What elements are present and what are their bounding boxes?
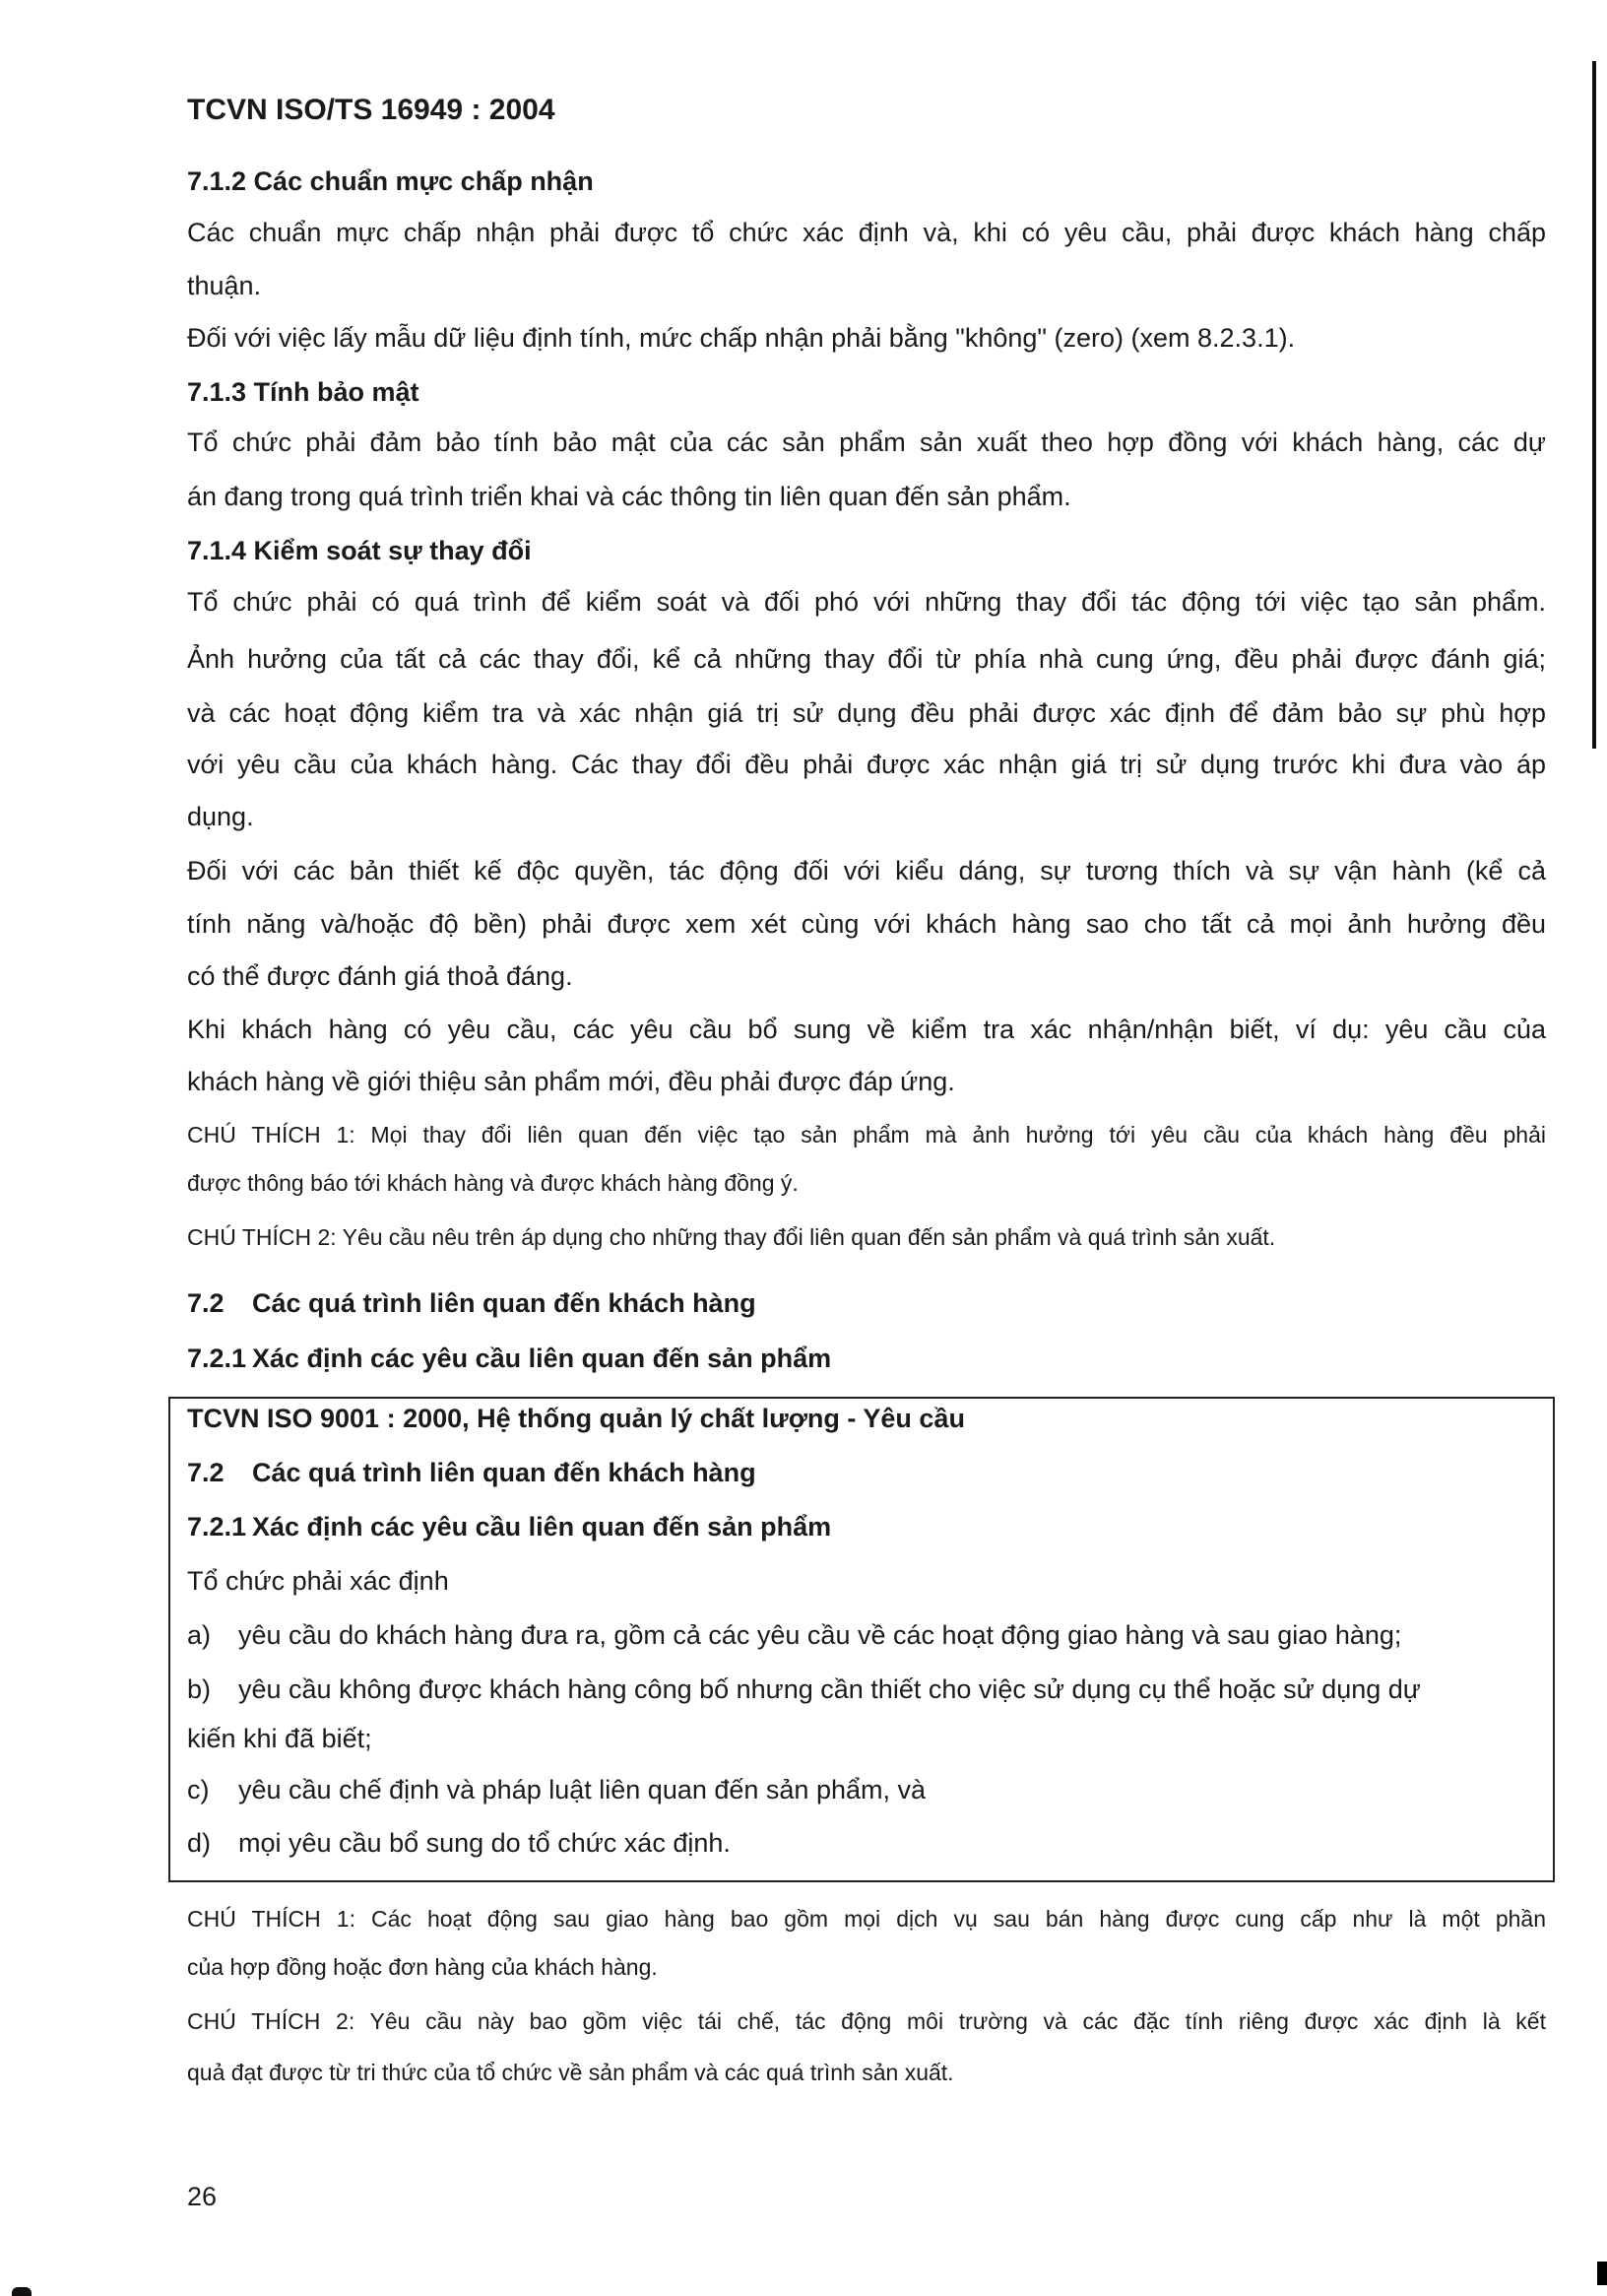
box-reference: TCVN ISO 9001 : 2000, Hệ thống quản lý chất lượng - Yêu cầu — [187, 1404, 965, 1433]
list-item — [187, 1673, 1421, 1706]
list-label: a) — [187, 1620, 212, 1650]
paragraph-line: Ảnh hưởng của tất cả các thay đổi, kể cả những thay đổi từ phía nhà cung ứng, đều phải được đánh giá; — [187, 644, 1546, 674]
scan-margin-line — [1592, 61, 1596, 749]
box-heading-7-2 — [187, 1456, 756, 1489]
section-title: Các quá trình liên quan đến khách hàng — [252, 1458, 756, 1487]
section-number: 7.2.1 — [187, 1512, 247, 1542]
note-line: được thông báo tới khách hàng và được khách hàng đồng ý. — [187, 1170, 799, 1196]
section-number: 7.2 — [187, 1458, 225, 1487]
paragraph-line: và các hoạt động kiểm tra và xác nhận giá trị sử dụng đều phải được xác định để đảm bảo sự phù hợp — [187, 698, 1546, 728]
paragraph-line: dụng. — [187, 802, 254, 831]
page-number: 26 — [187, 2182, 218, 2211]
list-label: d) — [187, 1828, 212, 1858]
note-line: CHÚ THÍCH 2: Yêu cầu này bao gồm việc tái chế, tác động môi trường và các đặc tính riêng được xác định là kết — [187, 2008, 1546, 2034]
paragraph-line: Tổ chức phải có quá trình để kiểm soát và đối phó với những thay đổi tác động tới việc tạo sản phẩm. — [187, 587, 1546, 617]
paragraph-line: Đối với việc lấy mẫu dữ liệu định tính, mức chấp nhận phải bằng "không" (zero) (xem 8.2.3.1). — [187, 323, 1296, 353]
section-heading-7-1-4: 7.1.4 Kiểm soát sự thay đổi — [187, 536, 532, 565]
list-item — [187, 1826, 731, 1860]
section-title: Xác định các yêu cầu liên quan đến sản phẩm — [252, 1344, 832, 1373]
section-heading-7-2 — [187, 1286, 756, 1320]
section-heading-7-2-1 — [187, 1342, 831, 1375]
scan-corner-mark — [12, 2287, 32, 2296]
list-text: mọi yêu cầu bổ sung do tổ chức xác định. — [238, 1828, 731, 1858]
note-line: quả đạt được từ tri thức của tổ chức về sản phẩm và các quá trình sản xuất. — [187, 2060, 954, 2085]
paragraph-line: Khi khách hàng có yêu cầu, các yêu cầu bổ sung về kiểm tra xác nhận/nhận biết, ví dụ: yêu cầu của — [187, 1015, 1546, 1044]
list-text: yêu cầu do khách hàng đưa ra, gồm cả các yêu cầu về các hoạt động giao hàng và sau giao hàng; — [238, 1620, 1402, 1650]
section-title: Các quá trình liên quan đến khách hàng — [252, 1288, 756, 1318]
scan-corner-mark — [1597, 2262, 1607, 2285]
box-intro: Tổ chức phải xác định — [187, 1566, 449, 1596]
note-line: của hợp đồng hoặc đơn hàng của khách hàng. — [187, 1954, 658, 1980]
note-line: CHÚ THÍCH 1: Các hoạt động sau giao hàng bao gồm mọi dịch vụ sau bán hàng được cung cấp như là một phần — [187, 1906, 1546, 1932]
list-item — [187, 1618, 1401, 1652]
list-item — [187, 1773, 926, 1806]
paragraph-line: Đối với các bản thiết kế độc quyền, tác động đối với kiểu dáng, sự tương thích và sự vận hành (kể cả — [187, 856, 1546, 886]
list-label: b) — [187, 1674, 212, 1704]
paragraph-line: với yêu cầu của khách hàng. Các thay đổi đều phải được xác nhận giá trị sử dụng trước khi đưa vào áp — [187, 750, 1546, 779]
section-number: 7.2.1 — [187, 1344, 247, 1373]
note-line: CHÚ THÍCH 1: Mọi thay đổi liên quan đến việc tạo sản phẩm mà ảnh hưởng tới yêu cầu của khách hàng đều phải — [187, 1122, 1546, 1148]
paragraph-line: thuận. — [187, 271, 262, 300]
section-number: 7.2 — [187, 1288, 225, 1318]
paragraph-line: tính năng và/hoặc độ bền) phải được xem xét cùng với khách hàng sao cho tất cả mọi ảnh hưởng đều — [187, 909, 1546, 939]
paragraph-line: khách hàng về giới thiệu sản phẩm mới, đều phải được đáp ứng. — [187, 1067, 955, 1096]
section-heading-7-1-3: 7.1.3 Tính bảo mật — [187, 377, 419, 407]
paragraph-line: án đang trong quá trình triển khai và các thông tin liên quan đến sản phẩm. — [187, 482, 1071, 511]
list-text: yêu cầu không được khách hàng công bố nhưng cần thiết cho việc sử dụng cụ thể hoặc sử dụng dự — [238, 1674, 1421, 1704]
list-item-continuation: kiến khi đã biết; — [187, 1724, 372, 1753]
list-text: yêu cầu chế định và pháp luật liên quan đến sản phẩm, và — [238, 1775, 927, 1804]
note-line: CHÚ THÍCH 2: Yêu cầu nêu trên áp dụng cho những thay đổi liên quan đến sản phẩm và quá trình sản xuất. — [187, 1224, 1276, 1250]
paragraph-line: có thể được đánh giá thoả đáng. — [187, 961, 573, 991]
box-heading-7-2-1 — [187, 1510, 831, 1543]
paragraph-line: Các chuẩn mực chấp nhận phải được tổ chức xác định và, khi có yêu cầu, phải được khách hàng chấp — [187, 218, 1546, 247]
section-title: Xác định các yêu cầu liên quan đến sản phẩm — [252, 1512, 832, 1542]
section-heading-7-1-2: 7.1.2 Các chuẩn mực chấp nhận — [187, 166, 594, 196]
list-label: c) — [187, 1775, 210, 1804]
paragraph-line: Tổ chức phải đảm bảo tính bảo mật của các sản phẩm sản xuất theo hợp đồng với khách hàng, các dự — [187, 427, 1546, 457]
document-header: TCVN ISO/TS 16949 : 2004 — [187, 94, 555, 126]
